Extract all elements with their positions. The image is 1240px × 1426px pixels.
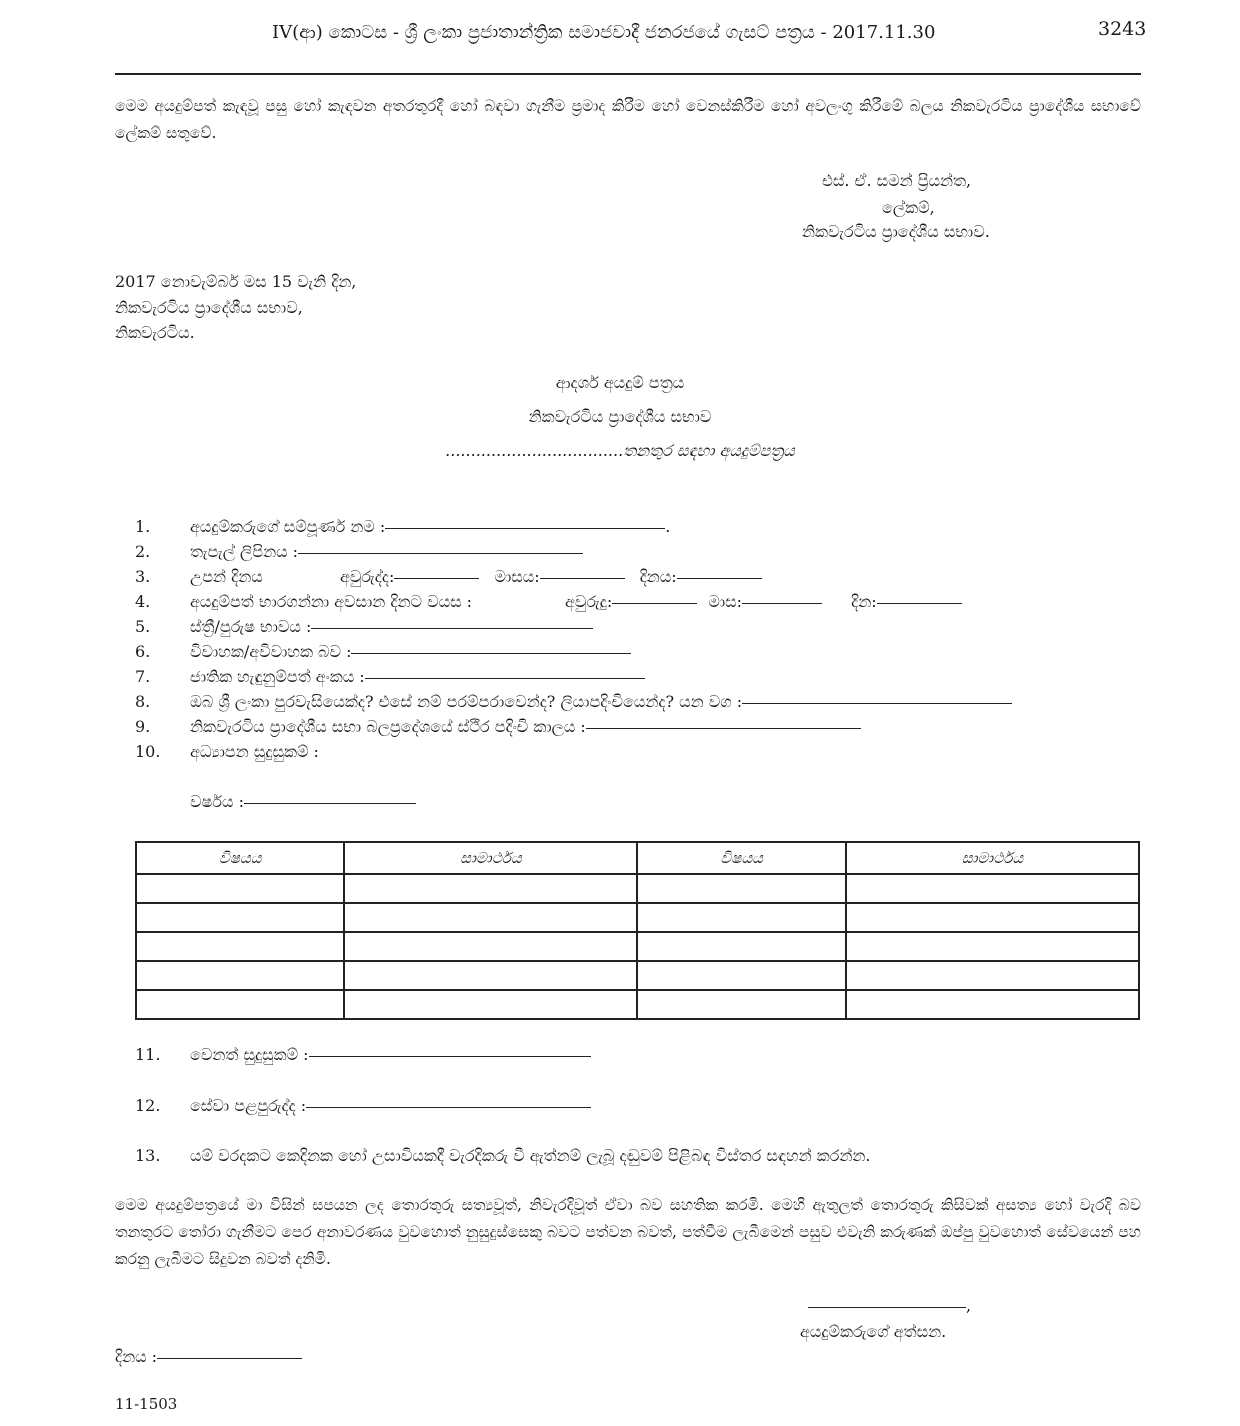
field-number: 5. — [135, 617, 151, 636]
signatory-title: ලේකම්, — [882, 198, 935, 217]
full-name-field: අයදුම්කරුගේ සම්පූර්ණ නම : . — [190, 517, 671, 536]
education-label: අධ්‍යාපන සුදුසුකම් : — [190, 742, 319, 761]
table-row — [136, 961, 1139, 990]
col-header-subject: විෂයය — [637, 842, 845, 874]
form-title: ආදර්ශ අයදුම් පත්‍රය — [555, 373, 685, 392]
post-dots: ................................... — [445, 441, 624, 460]
date-line-1: 2017 නොවැම්බර් මස 15 වැනි දින, — [115, 272, 357, 291]
date-line-3: නිකවැරටිය. — [115, 323, 195, 342]
table-row — [136, 932, 1139, 961]
header-rule — [115, 73, 1141, 75]
field-number: 10. — [135, 742, 161, 761]
signatory-office: නිකවැරටිය ප්‍රාදේශීය සභාව. — [802, 222, 990, 241]
field-number: 7. — [135, 667, 151, 686]
form-council: නිකවැරටිය ප්‍රාදේශීය සභාව — [528, 407, 712, 426]
age-parts: අවුරුදු: මාස: දින: — [565, 592, 962, 612]
form-post-heading — [0, 441, 1240, 461]
field-number: 4. — [135, 592, 151, 611]
service-experience-field: සේවා පළපුරුද්ද : — [190, 1096, 591, 1116]
field-number: 13. — [135, 1146, 161, 1165]
citizenship-field: ඔබ ශ්‍රී ලංකා පුරවැසියෙක්ද? එසේ නම් පරම්පරාවෙන්ද? ලියාපදිංචියෙන්ද? යන වග : — [190, 692, 1012, 712]
table-row — [136, 874, 1139, 903]
field-number: 2. — [135, 542, 151, 561]
post-label: තනතුර සඳහා අයදුම්පත්‍රය — [623, 441, 795, 460]
col-header-pass: සාමාර්ථය — [846, 842, 1139, 874]
col-header-subject: විෂයය — [136, 842, 344, 874]
other-qualifications-field: වෙනත් සුදුසුකම් : — [190, 1045, 591, 1065]
field-number: 9. — [135, 717, 151, 736]
field-number: 8. — [135, 692, 151, 711]
exam-year-field: වර්ෂය : — [190, 792, 416, 812]
results-table — [135, 841, 1140, 1020]
date-field: දිනය : — [115, 1347, 302, 1367]
field-number: 3. — [135, 567, 151, 586]
marital-status-field: විවාහක/අවිවාහක බව : — [190, 642, 631, 662]
field-number: 6. — [135, 642, 151, 661]
postal-address-field: තැපැල් ලිපිනය : — [190, 542, 583, 562]
signature-line: , — [808, 1296, 971, 1315]
nic-number-field: ජාතික හැඳුනුම්පත් අංකය : — [190, 667, 645, 687]
gazette-header-title: IV(ආ) කොටස - ශ්‍රී ලංකා ප්‍රජාතාන්ත්‍රික සමාජවාදී ජනරජයේ ගැසට් පත්‍රය - 2017.11.30 — [272, 22, 936, 43]
table-row — [136, 903, 1139, 932]
signature-label: අයදුම්කරුගේ අත්සන. — [800, 1322, 947, 1341]
signatory-name: එස්. ඒ. සමන් ප්‍රියන්ත, — [822, 171, 972, 190]
residence-period-field: නිකවැරටිය ප්‍රාදේශීය සභා බලප්‍රදේශයේ ස්ථිර පදිංචි කාලය : — [190, 717, 861, 737]
birth-date-label: උපන් දිනය — [190, 567, 263, 586]
declaration-paragraph: මෙම අයදුම්පත්‍රයේ මා විසින් සපයන ලද තොරතුරු සත්‍යවූත්, නිවැරදිවූත් ඒවා බව සහතික කරමි. මෙහි ඇතුලත් තොරතුරු කිසිවක් අසත්‍ය හෝ වැරදි බව තනතුරට තෝරා ගැනීමට පෙර අනාවරණය වුවහොත් නුසුදුස්සෙකු බවට පත්වන බවත්, පත්වීම ලැබීමෙන් පසුව එවැනි කරුණක් ඔප්පු වුවහොත් සේවයෙන් පහ කරනු ලැබීමට සිදුවන බවත් දනිමි. — [115, 1196, 1141, 1268]
birth-date-parts: අවුරුද්ද: මාසය: දිනය: — [340, 567, 762, 587]
field-number: 11. — [135, 1045, 161, 1064]
gender-field: ස්ත්‍රී/පුරුෂ භාවය : — [190, 617, 593, 637]
page-number: 3243 — [1098, 18, 1147, 40]
field-number: 12. — [135, 1096, 161, 1115]
intro-paragraph: මෙම අයදුම්පත් කැඳවූ පසු හෝ කැඳවන අතරතුරදී හෝ බඳවා ගැනීම ප්‍රමාද කිරීම හෝ වෙනස්කිරීම හෝ අවලංගු කිරීමේ බලය නිකවැරටිය ප්‍රාදේශීය සභාවේ ලේකම් සතුවේ. — [115, 97, 1141, 142]
table-header-row — [136, 842, 1139, 874]
footer-code: 11-1503 — [115, 1395, 178, 1413]
table-row — [136, 990, 1139, 1019]
age-label: අයදුම්පත් භාරගන්නා අවසාන දිනට වයස : — [190, 592, 473, 611]
col-header-pass: සාමාර්ථය — [344, 842, 637, 874]
field-number: 1. — [135, 517, 151, 536]
convictions-field: යම් වරදකට කෙදිනක හෝ උසාවියකදී වැරදිකරු වී ඇත්නම් ලැබූ දඬුවම් පිළිබඳ විස්තර සඳහන් කරන්න. — [190, 1146, 871, 1165]
date-line-2: නිකවැරටිය ප්‍රාදේශීය සභාව, — [115, 298, 303, 317]
